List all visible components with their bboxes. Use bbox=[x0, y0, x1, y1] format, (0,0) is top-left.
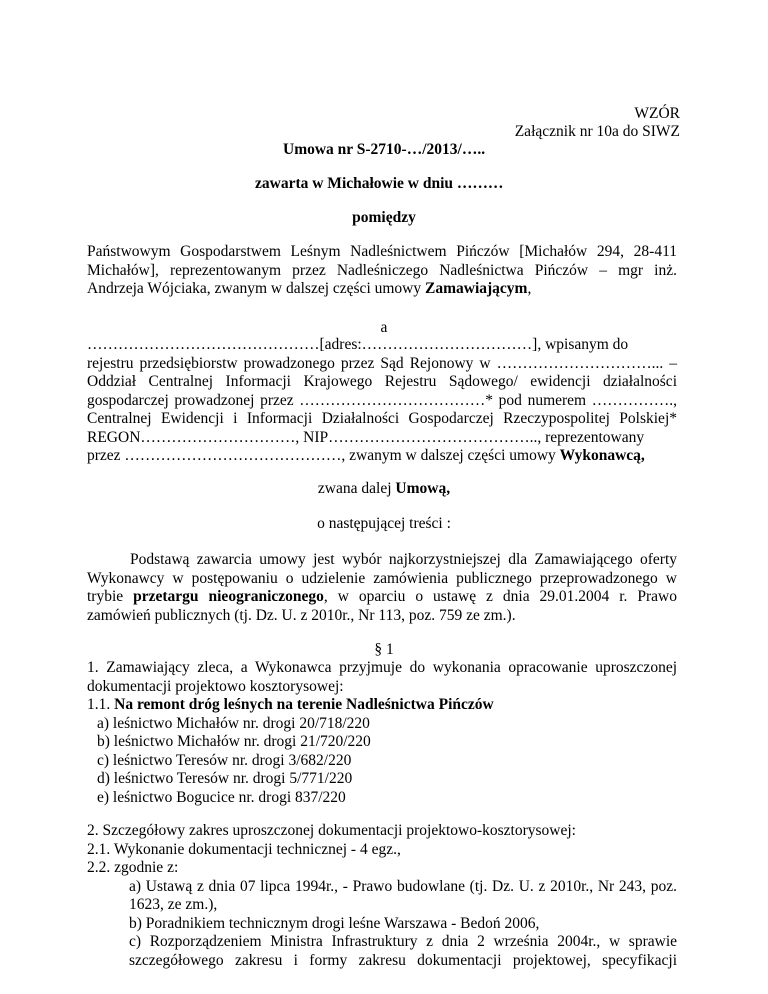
party2-block bbox=[87, 336, 677, 466]
party2-line: REGON…………………………, NIP………………………………….., reprezentowany bbox=[87, 428, 645, 446]
law-reference: b) Poradnikiem technicznym drogi leśne Warszawa - Bedoń 2006, bbox=[129, 914, 540, 932]
road-list-item: e) leśnictwo Bogucice nr. drogi 837/220 bbox=[97, 788, 346, 806]
party2-line: Centralnej Ewidencji i Informacji Działalności Gospodarczej Rzeczypospolitej Polskiej* bbox=[87, 410, 677, 427]
point1-line: 1. Zamawiający zleca, a Wykonawca przyjmuje do wykonania opracowanie uproszczonej bbox=[87, 659, 677, 676]
party1-line: Państwowym Gospodarstwem Leśnym Nadleśnictwem Pińczów [Michałów 294, 28-411 bbox=[87, 243, 677, 260]
section-mark: § 1 bbox=[374, 641, 394, 658]
party1-block bbox=[87, 243, 677, 299]
point1-heading: 1.1. Na remont dróg leśnych na terenie Nadleśnictwa Pińczów bbox=[87, 696, 494, 713]
law-reference: szczegółowego zakresu i formy zakresu dokumentacji projektowej, specyfikacji bbox=[129, 951, 677, 969]
road-list-item: d) leśnictwo Teresów nr. drogi 5/771/220 bbox=[97, 770, 353, 787]
and-label: a bbox=[380, 319, 388, 336]
party2-line: ………………………………………[adres:……………………………], wpisanym do bbox=[87, 336, 629, 353]
point2-block bbox=[87, 822, 677, 970]
party2-line: Oddział Centralnej Informacji Krajowego Rejestru Sądowego/ ewidencji działalności bbox=[87, 373, 677, 390]
contracting-party-name: Zamawiającym bbox=[425, 280, 528, 297]
party1-line: Andrzeja Wójciaka, zwanym w dalszej części umowy Zamawiającym, bbox=[87, 280, 532, 297]
point1-block bbox=[87, 659, 677, 807]
point1-line: dokumentacji projektowo kosztorysowej: bbox=[87, 677, 344, 695]
contractor-name: Wykonawcą, bbox=[559, 447, 645, 464]
basis-line: zamówień publicznych (tj. Dz. U. z 2010r., Nr 113, poz. 759 ze zm.). bbox=[87, 606, 516, 624]
following-line: o następującej treści : bbox=[317, 515, 451, 532]
basis-block bbox=[87, 551, 677, 625]
point2-line: 2.1. Wykonanie dokumentacji technicznej - 4 egz., bbox=[87, 840, 401, 858]
concluded-line: zawarta w Michałowie w dniu ……… bbox=[255, 175, 504, 192]
basis-line: Podstawą zawarcia umowy jest wybór najkorzystniejszej dla Zamawiającego oferty bbox=[130, 551, 677, 568]
law-reference: 1623, ze zm.), bbox=[129, 896, 218, 913]
law-reference: c) Rozporządzeniem Ministra Infrastruktury z dnia 2 września 2004r., w sprawie bbox=[129, 933, 677, 950]
road-list-item: c) leśnictwo Teresów nr. drogi 3/682/220 bbox=[97, 751, 352, 769]
called-line: zwana dalej Umową, bbox=[317, 480, 451, 497]
party2-line: przez ……………………………………, zwanym w dalszej części umowy Wykonawcą, bbox=[87, 447, 645, 464]
party2-line: rejestru przedsiębiorstw prowadzonego przez Sąd Rejonowy w …………………………... – bbox=[87, 354, 677, 372]
point2-line: 2.2. zgodnie z: bbox=[87, 859, 179, 876]
basis-line: trybie przetargu nieograniczonego, w oparciu o ustawę z dnia 29.01.2004 r. Prawo bbox=[87, 588, 677, 605]
party2-line: gospodarczej prowadzonej przez ………………………………* pod numerem ……………., bbox=[87, 391, 677, 409]
contract-title: Umowa nr S-2710-…/2013/….. bbox=[283, 141, 486, 158]
between-label: pomiędzy bbox=[352, 209, 416, 226]
law-reference: a) Ustawą z dnia 07 lipca 1994r., - Prawo budowlane (tj. Dz. U. z 2010r., Nr 243, poz. bbox=[129, 877, 677, 895]
basis-line: Wykonawcy w postępowaniu o udzielenie zamówienia publicznego przeprowadzonego w bbox=[87, 569, 677, 587]
road-list-item: b) leśnictwo Michałów nr. drogi 21/720/220 bbox=[97, 733, 371, 750]
wzor-label: WZÓR bbox=[634, 105, 680, 122]
party1-line: Michałów], reprezentowanym przez Nadleśniczego Nadleśnictwa Pińczów – mgr inż. bbox=[87, 261, 677, 279]
attachment-label: Załącznik nr 10a do SIWZ bbox=[514, 123, 680, 140]
point2-line: 2. Szczegółowy zakres uproszczonej dokumentacji projektowo-kosztorysowej: bbox=[87, 822, 576, 839]
road-list-item: a) leśnictwo Michałów nr. drogi 20/718/220 bbox=[97, 714, 370, 732]
